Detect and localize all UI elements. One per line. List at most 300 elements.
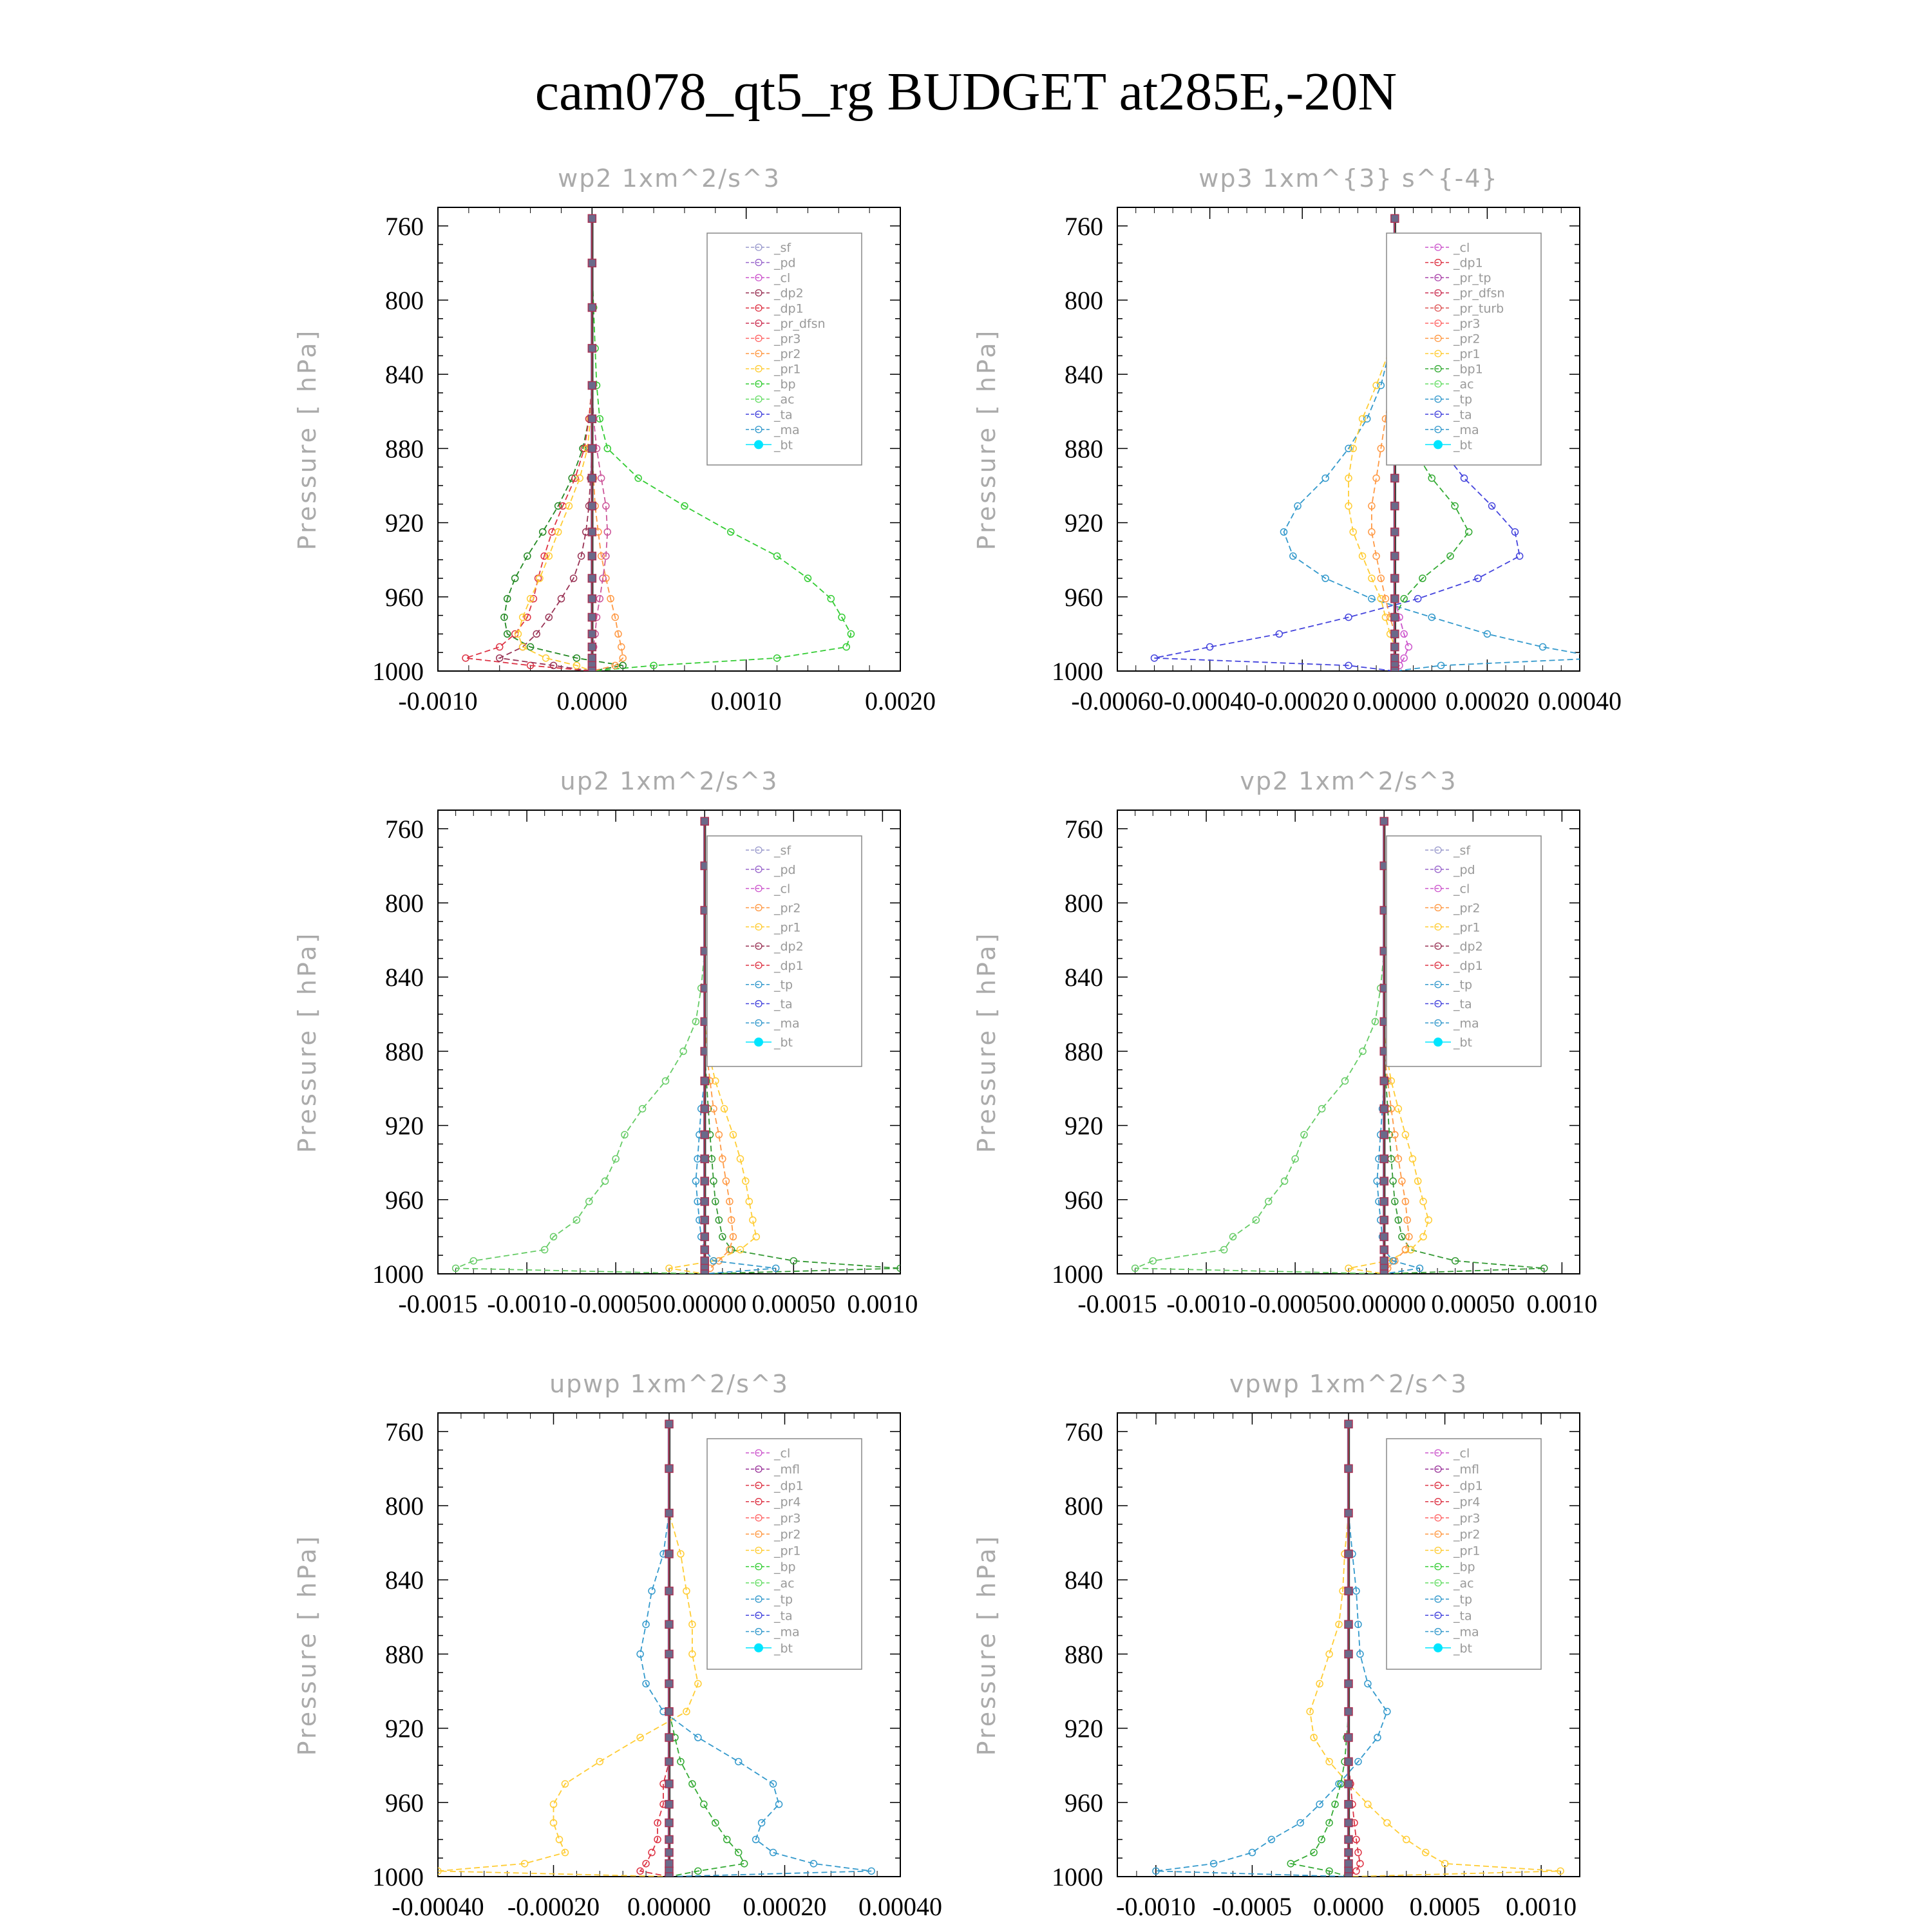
center-series-marker [1391, 528, 1399, 536]
legend-label: _pr2 [774, 347, 801, 361]
center-series-marker [588, 214, 596, 222]
data-point [843, 644, 849, 650]
series-line-dp1 [466, 218, 592, 671]
x-tick-label: -0.00020 [1256, 687, 1349, 715]
y-tick-label: 880 [385, 1640, 424, 1669]
legend [707, 233, 862, 465]
center-series-marker [665, 1587, 673, 1595]
data-point [1420, 1233, 1426, 1240]
x-tick-label: 0.0010 [847, 1289, 918, 1318]
center-series-marker [588, 474, 596, 482]
center-series-marker [1391, 643, 1399, 651]
x-tick-label: -0.00050 [569, 1289, 662, 1318]
x-tick-label: 0.0020 [865, 687, 936, 715]
center-series-marker [701, 1216, 708, 1224]
data-point [649, 1587, 655, 1594]
center-series-marker [1380, 1105, 1388, 1113]
x-tick-label: 0.0010 [710, 687, 782, 715]
legend-label: _pr1 [774, 362, 801, 377]
y-tick-label: 920 [385, 1714, 424, 1743]
center-series-marker [1345, 1860, 1352, 1868]
legend-label: _ta [774, 997, 793, 1012]
center-series-marker [665, 1835, 673, 1843]
y-tick-label: 920 [1065, 508, 1103, 538]
y-axis-label: Pressure [ hPa] [293, 328, 321, 551]
legend-label: _pr2 [1454, 332, 1481, 346]
x-tick-label: -0.0015 [1077, 1289, 1157, 1318]
x-tick-label: 0.00000 [627, 1892, 711, 1921]
y-tick-label: 880 [385, 1037, 424, 1066]
series-line-dp2 [500, 218, 592, 671]
center-series-marker [1345, 1587, 1352, 1595]
legend-label: _tp [1454, 392, 1473, 407]
data-point [701, 1801, 707, 1808]
legend-label: _cl [1454, 882, 1470, 896]
legend [707, 836, 862, 1066]
center-series-marker [701, 1155, 708, 1162]
center-series-marker [665, 1680, 673, 1687]
data-point [536, 575, 543, 582]
center-series-marker [665, 1780, 673, 1788]
center-series-marker [588, 630, 596, 638]
legend-label: _mfl [1454, 1463, 1479, 1477]
center-series-marker [1380, 1270, 1388, 1278]
series-line-pr1 [504, 218, 623, 671]
legend-label: _bt [774, 1036, 793, 1050]
center-series-marker [1345, 1550, 1352, 1558]
data-point [1341, 1077, 1348, 1084]
x-tick-label: -0.00040 [1163, 687, 1256, 715]
legend-label: _ta [774, 1609, 793, 1624]
legend-label: _ma [1454, 1016, 1479, 1031]
legend-label: _pr2 [1454, 901, 1481, 916]
legend-label: _cl [774, 1446, 791, 1461]
legend-label: _ma [1454, 422, 1479, 437]
legend-label: _pr1 [1454, 1544, 1481, 1558]
center-series-marker [1345, 1680, 1352, 1687]
data-point [639, 1106, 646, 1112]
legend-label: _bt [1454, 1036, 1473, 1050]
series-line-bp [1291, 1424, 1349, 1877]
x-tick-label: -0.00060 [1071, 687, 1164, 715]
x-tick-label: 0.00020 [1445, 687, 1530, 715]
y-tick-label: 920 [385, 1111, 424, 1141]
legend-label: _pr_turb [1454, 301, 1504, 316]
data-point [1249, 1850, 1255, 1856]
data-point [735, 1758, 742, 1765]
y-tick-label: 960 [1065, 1185, 1103, 1215]
x-tick-label: -0.00050 [1249, 1289, 1341, 1318]
y-tick-label: 800 [385, 1492, 424, 1520]
legend-label: _cl [1454, 241, 1470, 255]
y-axis-label: Pressure [ hPa] [972, 931, 1001, 1153]
legend-label: _dp2 [774, 940, 804, 954]
y-axis-label: Pressure [ hPa] [293, 1533, 321, 1756]
center-series-marker [588, 613, 596, 621]
y-tick-label: 1000 [1052, 657, 1103, 686]
center-series-marker [1380, 1155, 1388, 1162]
data-point [1353, 1868, 1359, 1874]
legend-label: _ac [774, 1576, 795, 1591]
y-tick-label: 840 [1065, 963, 1103, 992]
data-point [770, 1850, 777, 1856]
y-tick-label: 1000 [1052, 1260, 1103, 1289]
center-series-marker [1345, 1734, 1352, 1741]
legend-label: _dp1 [1454, 1479, 1483, 1493]
legend-label: _pd [774, 862, 796, 877]
legend-label: _bt [1454, 1641, 1473, 1656]
legend-label: _bt [774, 438, 793, 453]
center-series-marker [1380, 1257, 1388, 1265]
center-series-marker [588, 304, 596, 312]
legend-label: _pr2 [774, 1528, 801, 1542]
legend-label: _pr1 [774, 920, 801, 935]
data-point [1365, 1680, 1371, 1687]
data-point [1322, 475, 1329, 481]
data-point [1374, 1734, 1381, 1741]
center-series-marker [1380, 1246, 1388, 1254]
center-series-marker [588, 444, 596, 452]
y-tick-label: 760 [1065, 1417, 1103, 1446]
series-line-dp1 [456, 821, 705, 1274]
center-series-marker [701, 1198, 708, 1206]
center-series-marker [1380, 1077, 1388, 1084]
legend-label: _tp [1454, 978, 1473, 992]
data-point [540, 529, 546, 535]
data-point [1265, 1198, 1272, 1205]
center-series-marker [1345, 1620, 1352, 1628]
y-tick-label: 760 [1065, 211, 1103, 241]
x-tick-label: 0.00000 [663, 1289, 747, 1318]
center-series-marker [1345, 1801, 1352, 1808]
y-tick-label: 880 [1065, 434, 1103, 464]
legend-label: _dp2 [1454, 940, 1483, 954]
center-series-marker [701, 1246, 708, 1254]
legend-label: _pr3 [774, 1511, 801, 1526]
x-tick-label: 0.0005 [1409, 1892, 1481, 1921]
panel-3 [293, 767, 918, 1318]
center-series-marker [665, 1420, 673, 1428]
legend-label: _cl [774, 271, 791, 286]
x-tick-label: 0.00040 [1538, 687, 1622, 715]
y-tick-label: 1000 [372, 1862, 424, 1891]
legend-label: _pr1 [774, 1544, 801, 1558]
panel-6 [972, 1370, 1580, 1921]
center-series-marker [665, 1464, 673, 1472]
legend-label: _bt [1454, 438, 1473, 453]
center-series-marker [588, 259, 596, 267]
legend-label: _dp2 [774, 286, 804, 301]
legend [1387, 1439, 1541, 1669]
panel-1 [293, 164, 936, 715]
y-tick-label: 880 [385, 434, 424, 464]
x-tick-label: 0.0010 [1526, 1289, 1598, 1318]
center-series-marker [1345, 1510, 1352, 1517]
y-tick-label: 960 [385, 1788, 424, 1817]
center-series-marker [1380, 1216, 1388, 1224]
y-tick-label: 760 [385, 211, 424, 241]
legend-label: _pr_dfsn [774, 316, 826, 331]
legend-label: _dp1 [774, 958, 804, 973]
x-tick-label: -0.0005 [1212, 1892, 1293, 1921]
data-point [695, 1734, 701, 1741]
center-series-marker [665, 1860, 673, 1868]
legend [1387, 836, 1541, 1066]
center-series-marker [1391, 667, 1399, 675]
legend-label: _dp1 [774, 1479, 804, 1493]
center-series-marker [1380, 817, 1388, 825]
center-series-marker [701, 817, 708, 825]
legend-label: _ma [774, 1016, 800, 1031]
legend-label: _pr3 [1454, 316, 1481, 331]
x-tick-label: 0.0000 [1313, 1892, 1384, 1921]
center-series-marker [1391, 474, 1399, 482]
panel-4 [972, 767, 1597, 1318]
y-tick-label: 800 [1065, 286, 1103, 315]
y-tick-label: 920 [385, 508, 424, 538]
x-tick-label: 0.00050 [1431, 1289, 1515, 1318]
center-series-marker [1391, 630, 1399, 638]
data-point [1384, 1819, 1390, 1826]
center-series-marker [1345, 1464, 1352, 1472]
y-axis-label: Pressure [ hPa] [972, 1533, 1001, 1756]
legend-label: _pd [1454, 862, 1475, 877]
center-series-marker [588, 643, 596, 651]
legend-label: _pr_dfsn [1454, 286, 1505, 301]
legend-label: _pr3 [1454, 1511, 1481, 1526]
center-series-marker [665, 1849, 673, 1857]
y-tick-label: 800 [1065, 1492, 1103, 1520]
x-tick-label: -0.0010 [398, 687, 478, 715]
data-point [1461, 475, 1468, 481]
center-series-marker [665, 1801, 673, 1808]
legend-swatch-marker [754, 1037, 763, 1046]
legend-label: _pr2 [774, 901, 801, 916]
data-point [680, 1048, 687, 1054]
panel-title: up2 1xm^2/s^3 [560, 767, 779, 795]
center-series-marker [1380, 1177, 1388, 1185]
panel-title: vpwp 1xm^2/s^3 [1229, 1370, 1468, 1398]
center-series-marker [701, 1105, 708, 1113]
y-tick-label: 840 [1065, 360, 1103, 390]
center-series-marker [665, 1650, 673, 1658]
legend-label: _pr2 [1454, 1528, 1481, 1542]
center-series-marker [588, 502, 596, 510]
legend-label: _sf [774, 844, 791, 858]
data-point [776, 1801, 782, 1808]
legend-label: _ta [1454, 1609, 1472, 1624]
center-series-marker [701, 1131, 708, 1139]
center-series-marker [1345, 1420, 1352, 1428]
data-point [1326, 1651, 1332, 1657]
series-line-dp1 [1135, 821, 1385, 1274]
legend-label: _ma [774, 1625, 800, 1640]
legend-label: _ta [1454, 997, 1472, 1012]
panel-title: wp2 1xm^2/s^3 [558, 164, 781, 193]
y-tick-label: 840 [385, 1566, 424, 1595]
data-point [1384, 1709, 1390, 1715]
center-series-marker [1391, 552, 1399, 560]
data-point [649, 1850, 655, 1856]
x-tick-label: -0.0010 [1166, 1289, 1246, 1318]
legend-label: _mfl [774, 1463, 800, 1477]
center-series-marker [665, 1550, 673, 1558]
center-series-marker [588, 552, 596, 560]
data-point [828, 596, 834, 602]
y-tick-label: 880 [1065, 1037, 1103, 1066]
y-tick-label: 960 [385, 582, 424, 612]
legend-label: _ta [774, 408, 793, 422]
panel-title: vp2 1xm^2/s^3 [1240, 767, 1457, 795]
x-tick-label: 0.00020 [743, 1892, 827, 1921]
legend-label: _ac [1454, 1576, 1474, 1591]
legend-label: _pr4 [774, 1495, 801, 1510]
legend-swatch-marker [1434, 440, 1443, 449]
y-tick-label: 1000 [372, 657, 424, 686]
center-series-marker [1345, 1650, 1352, 1658]
x-tick-label: 0.0010 [1506, 1892, 1577, 1921]
center-series-marker [665, 1708, 673, 1716]
x-tick-label: -0.0015 [398, 1289, 478, 1318]
legend-swatch-marker [754, 1643, 763, 1653]
data-point [662, 1077, 668, 1084]
center-series-marker [665, 1819, 673, 1826]
y-tick-label: 840 [385, 360, 424, 390]
legend-label: _bp [1454, 1560, 1475, 1575]
x-tick-label: 0.00040 [858, 1892, 942, 1921]
data-point [1373, 382, 1379, 388]
center-series-marker [1345, 1849, 1352, 1857]
panel-2 [972, 164, 1622, 715]
data-point [512, 575, 518, 582]
center-series-marker [1380, 1131, 1388, 1139]
legend-label: _sf [774, 241, 791, 255]
legend-label: _dp1 [1454, 958, 1483, 973]
legend-label: _ma [774, 422, 800, 437]
legend-swatch-marker [1434, 1643, 1443, 1653]
center-series-marker [588, 528, 596, 536]
data-point [602, 1178, 609, 1184]
x-tick-label: 0.0000 [556, 687, 628, 715]
data-point [1282, 1178, 1288, 1184]
data-point [1425, 1217, 1432, 1223]
y-tick-label: 1000 [1052, 1862, 1103, 1891]
center-series-marker [1345, 1873, 1352, 1880]
figure-title: cam078_qt5_rg BUDGET at285E,-20N [535, 62, 1397, 122]
x-tick-label: -0.0010 [487, 1289, 567, 1318]
y-tick-label: 840 [1065, 1566, 1103, 1595]
center-series-marker [665, 1734, 673, 1741]
data-point [1359, 415, 1366, 422]
center-series-marker [1345, 1819, 1352, 1826]
legend-label: _dp1 [774, 301, 804, 316]
legend-label: _tp [774, 978, 793, 992]
data-point [497, 644, 503, 650]
y-axis-label: Pressure [ hPa] [972, 328, 1001, 551]
panel-title: upwp 1xm^2/s^3 [549, 1370, 789, 1398]
y-tick-label: 880 [1065, 1640, 1103, 1669]
center-series-marker [665, 1757, 673, 1765]
x-tick-label: 0.00050 [752, 1289, 836, 1318]
y-tick-label: 800 [1065, 889, 1103, 918]
center-series-marker [665, 1510, 673, 1517]
center-series-marker [588, 345, 596, 352]
center-series-marker [1380, 1198, 1388, 1206]
center-series-marker [588, 574, 596, 582]
x-tick-label: -0.00020 [507, 1892, 600, 1921]
data-point [556, 1836, 562, 1842]
data-point [1319, 1106, 1325, 1112]
legend-label: _ma [1454, 1625, 1479, 1640]
panels [293, 164, 1622, 1921]
y-tick-label: 1000 [372, 1260, 424, 1289]
y-axis-label: Pressure [ hPa] [293, 931, 321, 1153]
data-point [576, 475, 583, 481]
center-series-marker [701, 1270, 708, 1278]
x-tick-label: 0.00000 [1342, 1289, 1426, 1318]
y-tick-label: 800 [385, 889, 424, 918]
data-point [558, 596, 564, 602]
center-series-marker [1391, 214, 1399, 222]
y-tick-label: 760 [385, 1417, 424, 1446]
legend-label: _sf [1454, 844, 1471, 858]
center-series-marker [1380, 1233, 1388, 1240]
legend-label: _ac [1454, 377, 1474, 392]
center-series-marker [1345, 1708, 1352, 1716]
legend-label: _pd [774, 256, 796, 270]
legend-label: _ta [1454, 408, 1472, 422]
y-tick-label: 960 [1065, 1788, 1103, 1817]
center-series-marker [701, 1257, 708, 1265]
legend-label: _cl [774, 882, 791, 896]
center-series-marker [1391, 574, 1399, 582]
data-point [1365, 1801, 1371, 1808]
legend [1387, 233, 1541, 465]
data-point [1466, 529, 1472, 535]
legend-label: _bp [774, 377, 796, 392]
y-tick-label: 760 [385, 814, 424, 844]
y-tick-label: 920 [1065, 1111, 1103, 1141]
series-line-pr2 [518, 218, 592, 671]
legend-label: _pr3 [774, 332, 801, 346]
legend-label: _cl [1454, 1446, 1470, 1461]
legend-label: _pr_tp [1454, 271, 1492, 286]
center-series-marker [665, 1620, 673, 1628]
legend-label: _bt [774, 1641, 793, 1656]
legend [707, 1439, 862, 1669]
legend-label: _bp [774, 1560, 796, 1575]
center-series-marker [588, 654, 596, 662]
y-tick-label: 760 [1065, 814, 1103, 844]
center-series-marker [588, 415, 596, 422]
panel-5 [293, 1370, 942, 1921]
y-tick-label: 960 [385, 1185, 424, 1215]
series-line-pr1 [438, 1424, 698, 1877]
y-tick-label: 960 [1065, 582, 1103, 612]
x-tick-label: -0.00040 [392, 1892, 484, 1921]
center-series-marker [1391, 595, 1399, 603]
legend-label: _bp1 [1454, 362, 1483, 377]
x-tick-label: -0.0010 [1116, 1892, 1196, 1921]
legend-label: _pr1 [1454, 347, 1481, 361]
legend-label: _pr1 [1454, 920, 1481, 935]
center-series-marker [1391, 502, 1399, 510]
center-series-marker [1345, 1835, 1352, 1843]
y-tick-label: 920 [1065, 1714, 1103, 1743]
center-series-marker [665, 1873, 673, 1880]
center-series-marker [1391, 654, 1399, 662]
center-series-marker [1345, 1780, 1352, 1788]
